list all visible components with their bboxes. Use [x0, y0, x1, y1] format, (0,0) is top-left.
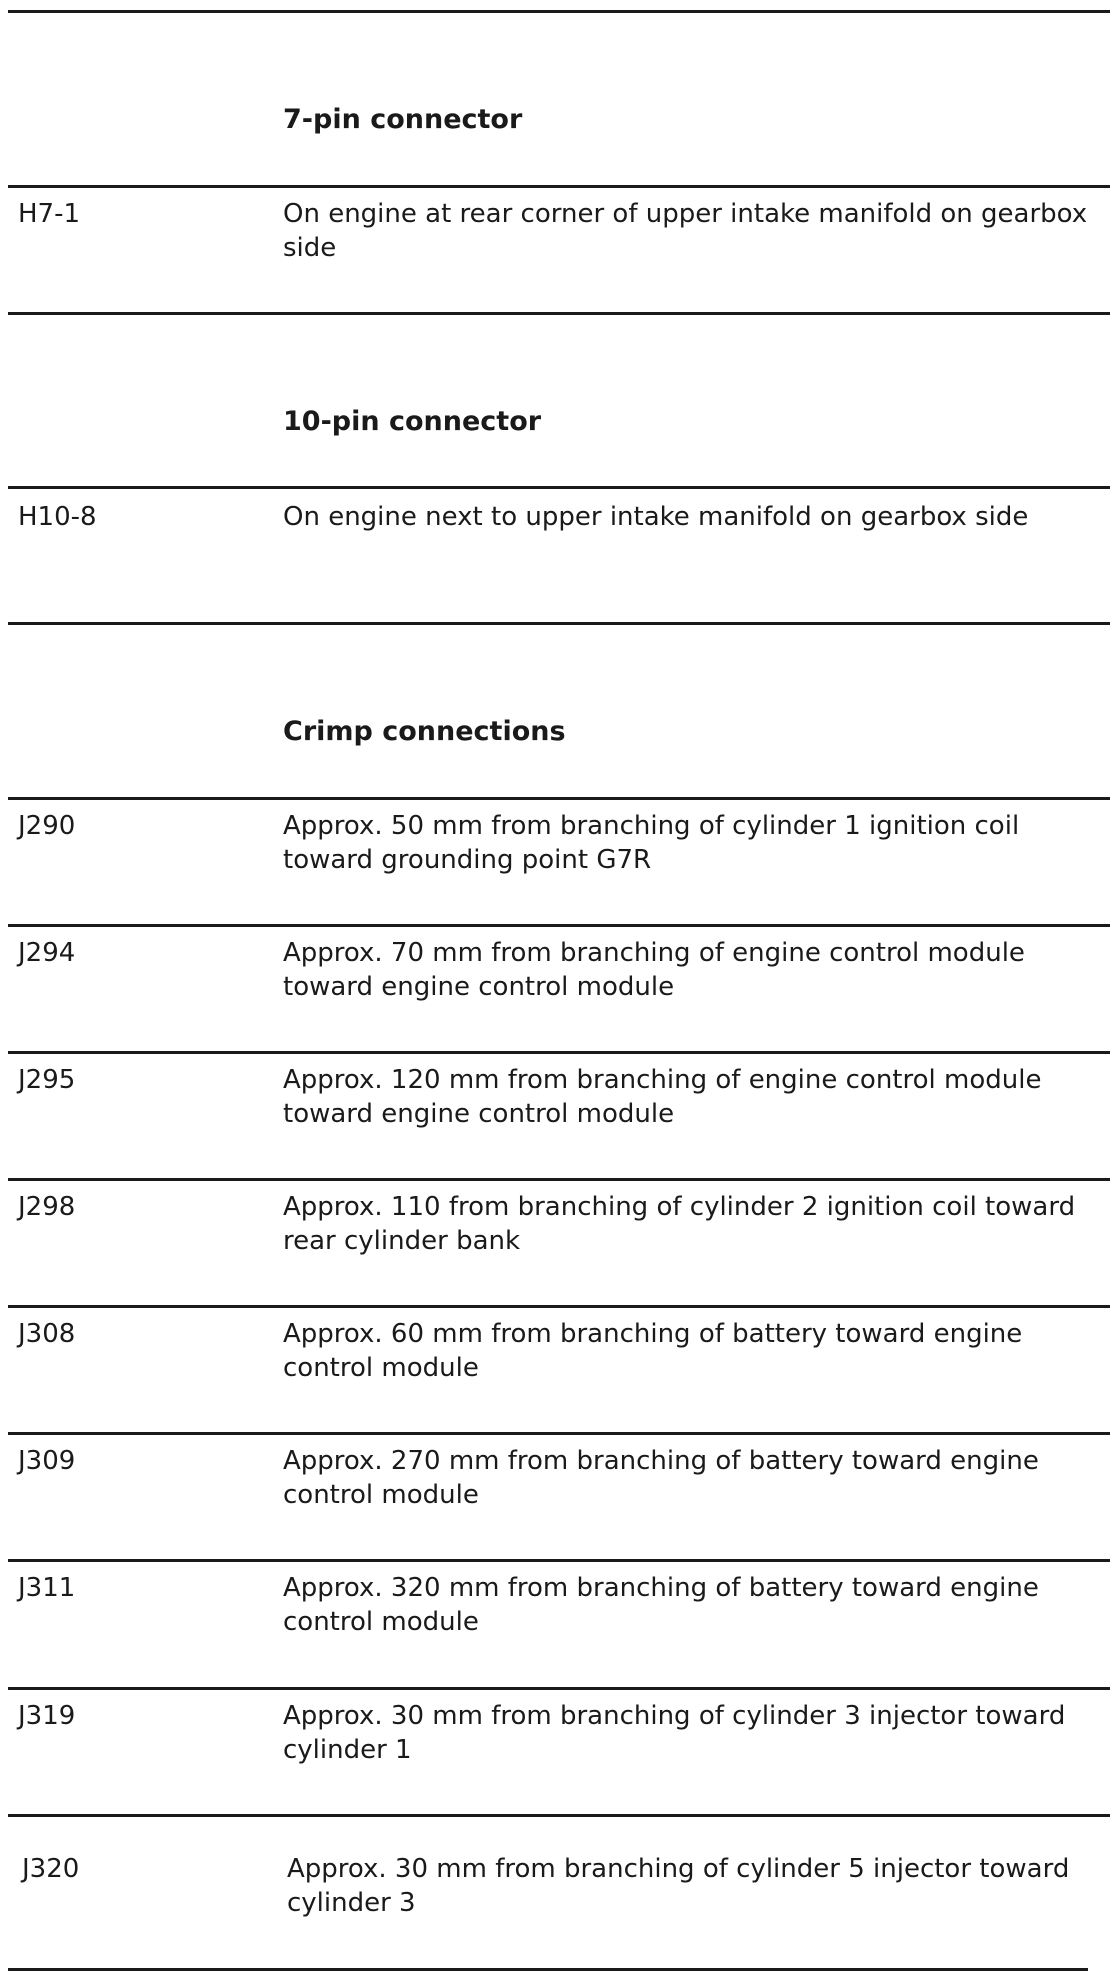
location-description: On engine at rear corner of upper intake manifold on gearbox side — [283, 199, 1088, 263]
connector-code: J309 — [18, 1446, 76, 1476]
location-description: Approx. 30 mm from branching of cylinder 5 injector toward cylinder 3 — [287, 1854, 1070, 1918]
table-divider — [8, 1559, 1110, 1562]
connector-code: J295 — [18, 1065, 76, 1095]
connector-code: H7-1 — [18, 199, 81, 229]
table-divider — [8, 1305, 1110, 1308]
connector-code: J298 — [18, 1192, 76, 1222]
table-divider — [8, 10, 1110, 13]
connector-code: J308 — [18, 1319, 76, 1349]
section-heading: 10-pin connector — [283, 406, 542, 437]
location-description: Approx. 50 mm from branching of cylinder 1 ignition coil toward grounding point G7R — [283, 811, 1020, 875]
table-divider — [8, 1178, 1110, 1181]
section-heading: Crimp connections — [283, 716, 566, 747]
section-heading: 7-pin connector — [283, 104, 523, 135]
location-description: Approx. 270 mm from branching of battery toward engine control module — [283, 1446, 1039, 1510]
table-divider — [8, 1432, 1110, 1435]
location-description: Approx. 70 mm from branching of engine control module toward engine control module — [283, 938, 1025, 1002]
table-divider — [8, 185, 1110, 188]
connector-code: H10-8 — [18, 502, 97, 532]
connector-code: J319 — [18, 1701, 76, 1731]
location-description: Approx. 320 mm from branching of battery toward engine control module — [283, 1573, 1039, 1637]
connector-code: J294 — [18, 938, 76, 968]
table-divider — [8, 1814, 1110, 1817]
connector-code: J311 — [18, 1573, 76, 1603]
table-divider — [8, 797, 1110, 800]
location-description: Approx. 110 from branching of cylinder 2 ignition coil toward rear cylinder bank — [283, 1192, 1076, 1256]
table-divider — [8, 1051, 1110, 1054]
table-divider — [8, 312, 1110, 315]
table-divider — [8, 486, 1110, 489]
table-divider — [8, 1687, 1110, 1690]
connector-code: J290 — [18, 811, 76, 841]
connector-code: J320 — [22, 1854, 80, 1884]
location-description: On engine next to upper intake manifold on gearbox side — [283, 502, 1029, 532]
table-divider — [8, 924, 1110, 927]
location-description: Approx. 60 mm from branching of battery toward engine control module — [283, 1319, 1023, 1383]
table-divider — [8, 622, 1110, 625]
location-description: Approx. 30 mm from branching of cylinder 3 injector toward cylinder 1 — [283, 1701, 1066, 1765]
location-description: Approx. 120 mm from branching of engine control module toward engine control module — [283, 1065, 1042, 1129]
table-divider — [8, 1968, 1088, 1971]
